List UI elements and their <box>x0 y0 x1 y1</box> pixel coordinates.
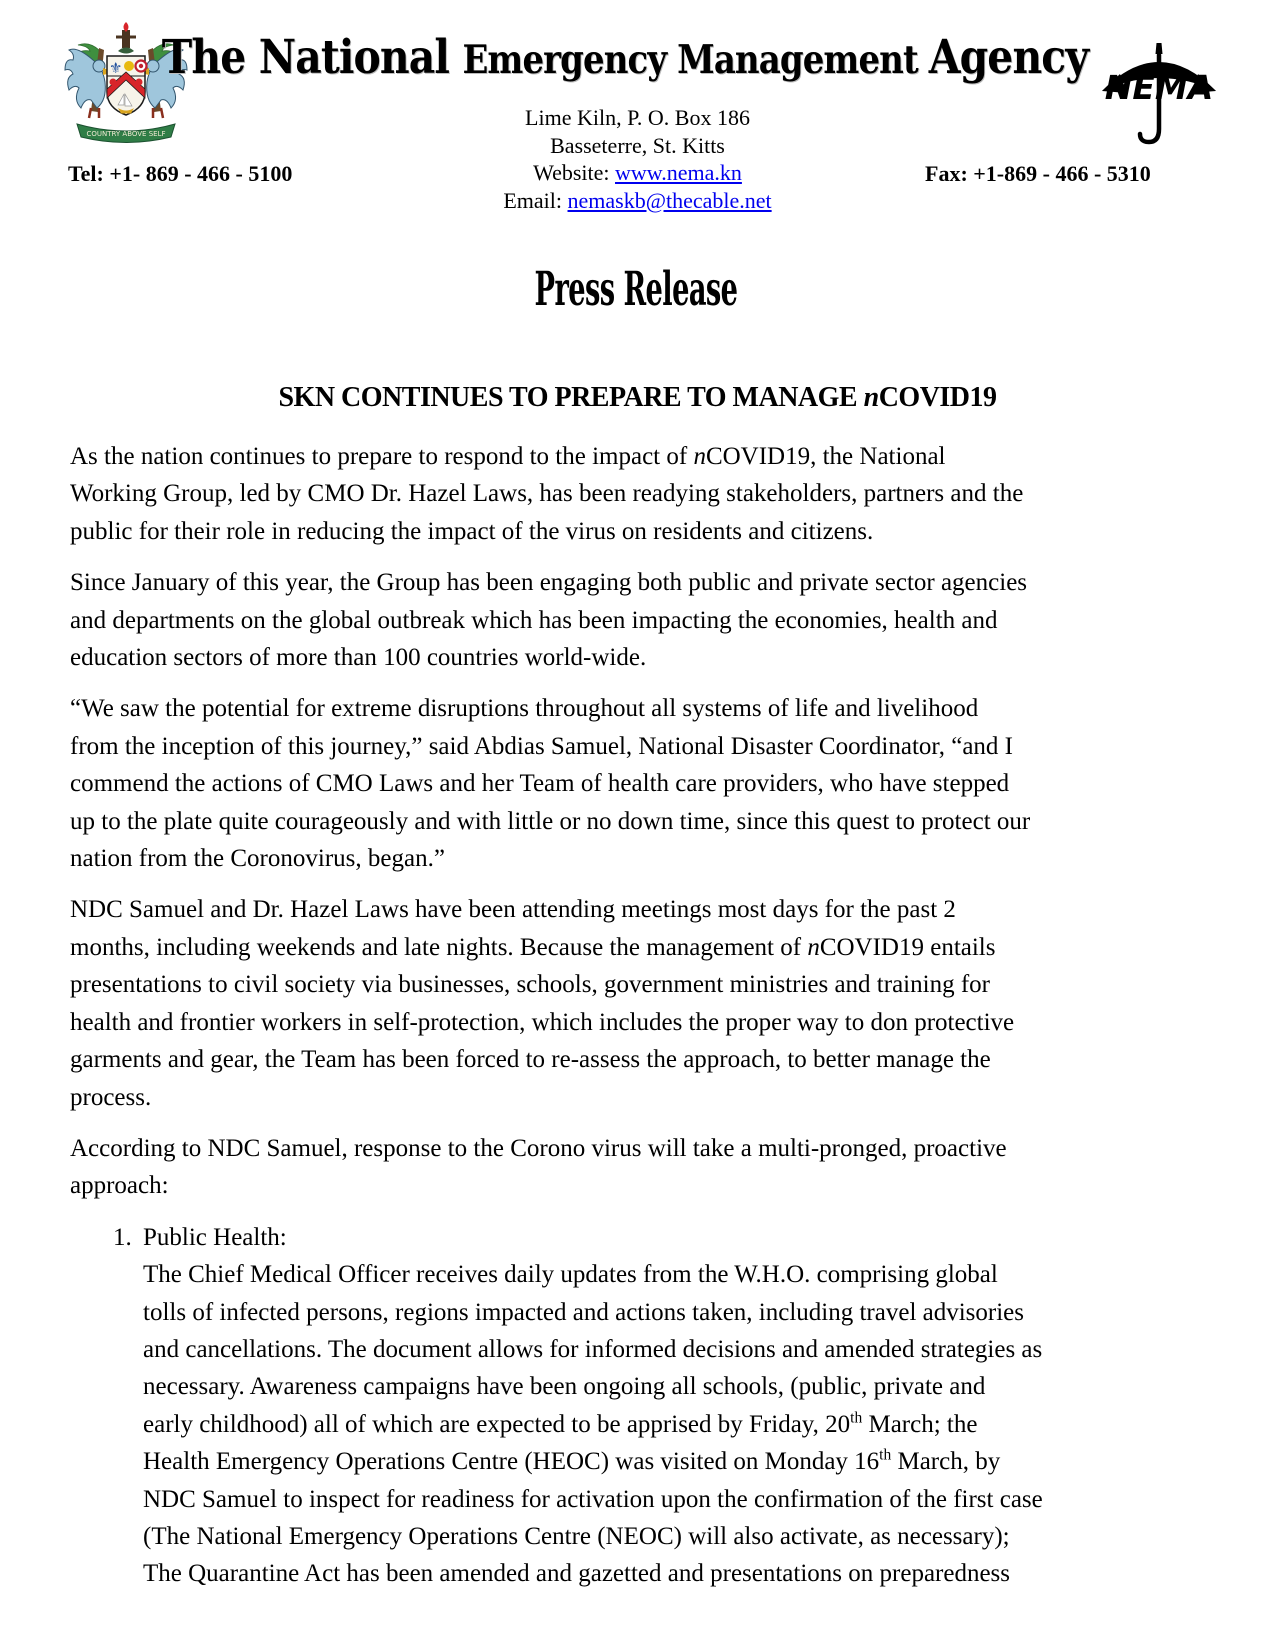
agency-title-part1: The National <box>161 30 463 85</box>
email-label: Email: <box>503 187 568 213</box>
fax-line: Fax: +1-869 - 466 - 5310 <box>925 161 1151 186</box>
contact-block <box>0 104 1275 214</box>
torch <box>122 30 130 48</box>
agency-title-part3: Agency <box>928 30 1089 85</box>
paragraph-4: NDC Samuel and Dr. Hazel Laws have been attending meetings most days for the past 2 months, including weekends and late nights. Because the management of nCOVID19 entails presentations to civil society via businesses, schools, government ministries and training for health and frontier workers in self-protection, which includes the proper way to don protective garments and gear, the Team has been forced to re-assess the approach, to better manage the process. <box>70 896 1015 1111</box>
umbrella-spike <box>1156 43 1163 54</box>
address-line2: Basseterre, St. Kitts <box>550 132 725 158</box>
paragraph-5: According to NDC Samuel, response to the Corono virus will take a multi-pronged, proactive approach: <box>70 1134 1007 1200</box>
tel-line: Tel: +1- 869 - 466 - 5100 <box>68 161 293 186</box>
list-item-number: 1. <box>113 1223 132 1251</box>
email-link[interactable]: nemaskb@thecable.net <box>567 187 772 213</box>
paragraph-2: Since January of this year, the Group has been engaging both public and private sector agencies and departments on the global outbreak which has been impacting the economies, health and education sectors of more than 100 countries world-wide. <box>70 569 1028 672</box>
agency-title <box>162 30 1088 85</box>
press-release-title: Press Release <box>534 262 738 317</box>
list-item-public-health <box>70 1219 1220 1593</box>
website-link[interactable]: www.nema.kn <box>615 160 742 185</box>
motto-text: COUNTRY ABOVE SELF <box>86 130 166 138</box>
email-row <box>0 187 1275 215</box>
website-label: Website: <box>533 160 616 185</box>
agency-title-part2: Emergency Management <box>462 37 929 83</box>
paragraph-1: As the nation continues to prepare to respond to the impact of nCOVID19, the National Working Group, led by CMO Dr. Hazel Laws, has been readying stakeholders, partners and the public for their role in reducing the impact of the virus on residents and citizens. <box>70 443 1024 545</box>
list-item-body: Public Health: The Chief Medical Officer receives daily updates from the W.H.O. comprising global tolls of infected persons, regions impacted and actions taken, including travel advisories and cancellations. The document allows for informed decisions and amended strategies as necessary. Awareness campaigns have been ongoing all schools, (public, private and early childhood) all of which are expected to be apprised by Friday, 20th March; the Health Emergency Operations Centre (HEOC) was visited on Monday 16th March, by NDC Samuel to inspect for readiness for activation upon the confirmation of the first case (The National Emergency Operations Centre (NEOC) will also activate, as necessary); The Quarantine Act has been amended and gazetted and presentations on preparedness <box>143 1223 1043 1588</box>
headline: SKN CONTINUES TO PREPARE TO MANAGE nCOVID19 <box>278 382 997 413</box>
nema-logo-text: NEMA <box>1104 68 1214 107</box>
address-line1: Lime Kiln, P. O. Box 186 <box>525 105 750 130</box>
paragraph-3: “We saw the potential for extreme disruptions throughout all systems of life and livelihood from the inception of this journey,” said Abdias Samuel, National Disaster Coordinator, “and I commend the actions of CMO Laws and her Team of health care providers, who have stepped up to the plate quite courageously and with little or no down time, since this quest to protect our nation from the Coronovirus, began.” <box>70 695 1031 873</box>
svg-text:⚜: ⚜ <box>109 59 123 77</box>
document-body <box>70 438 1220 1593</box>
